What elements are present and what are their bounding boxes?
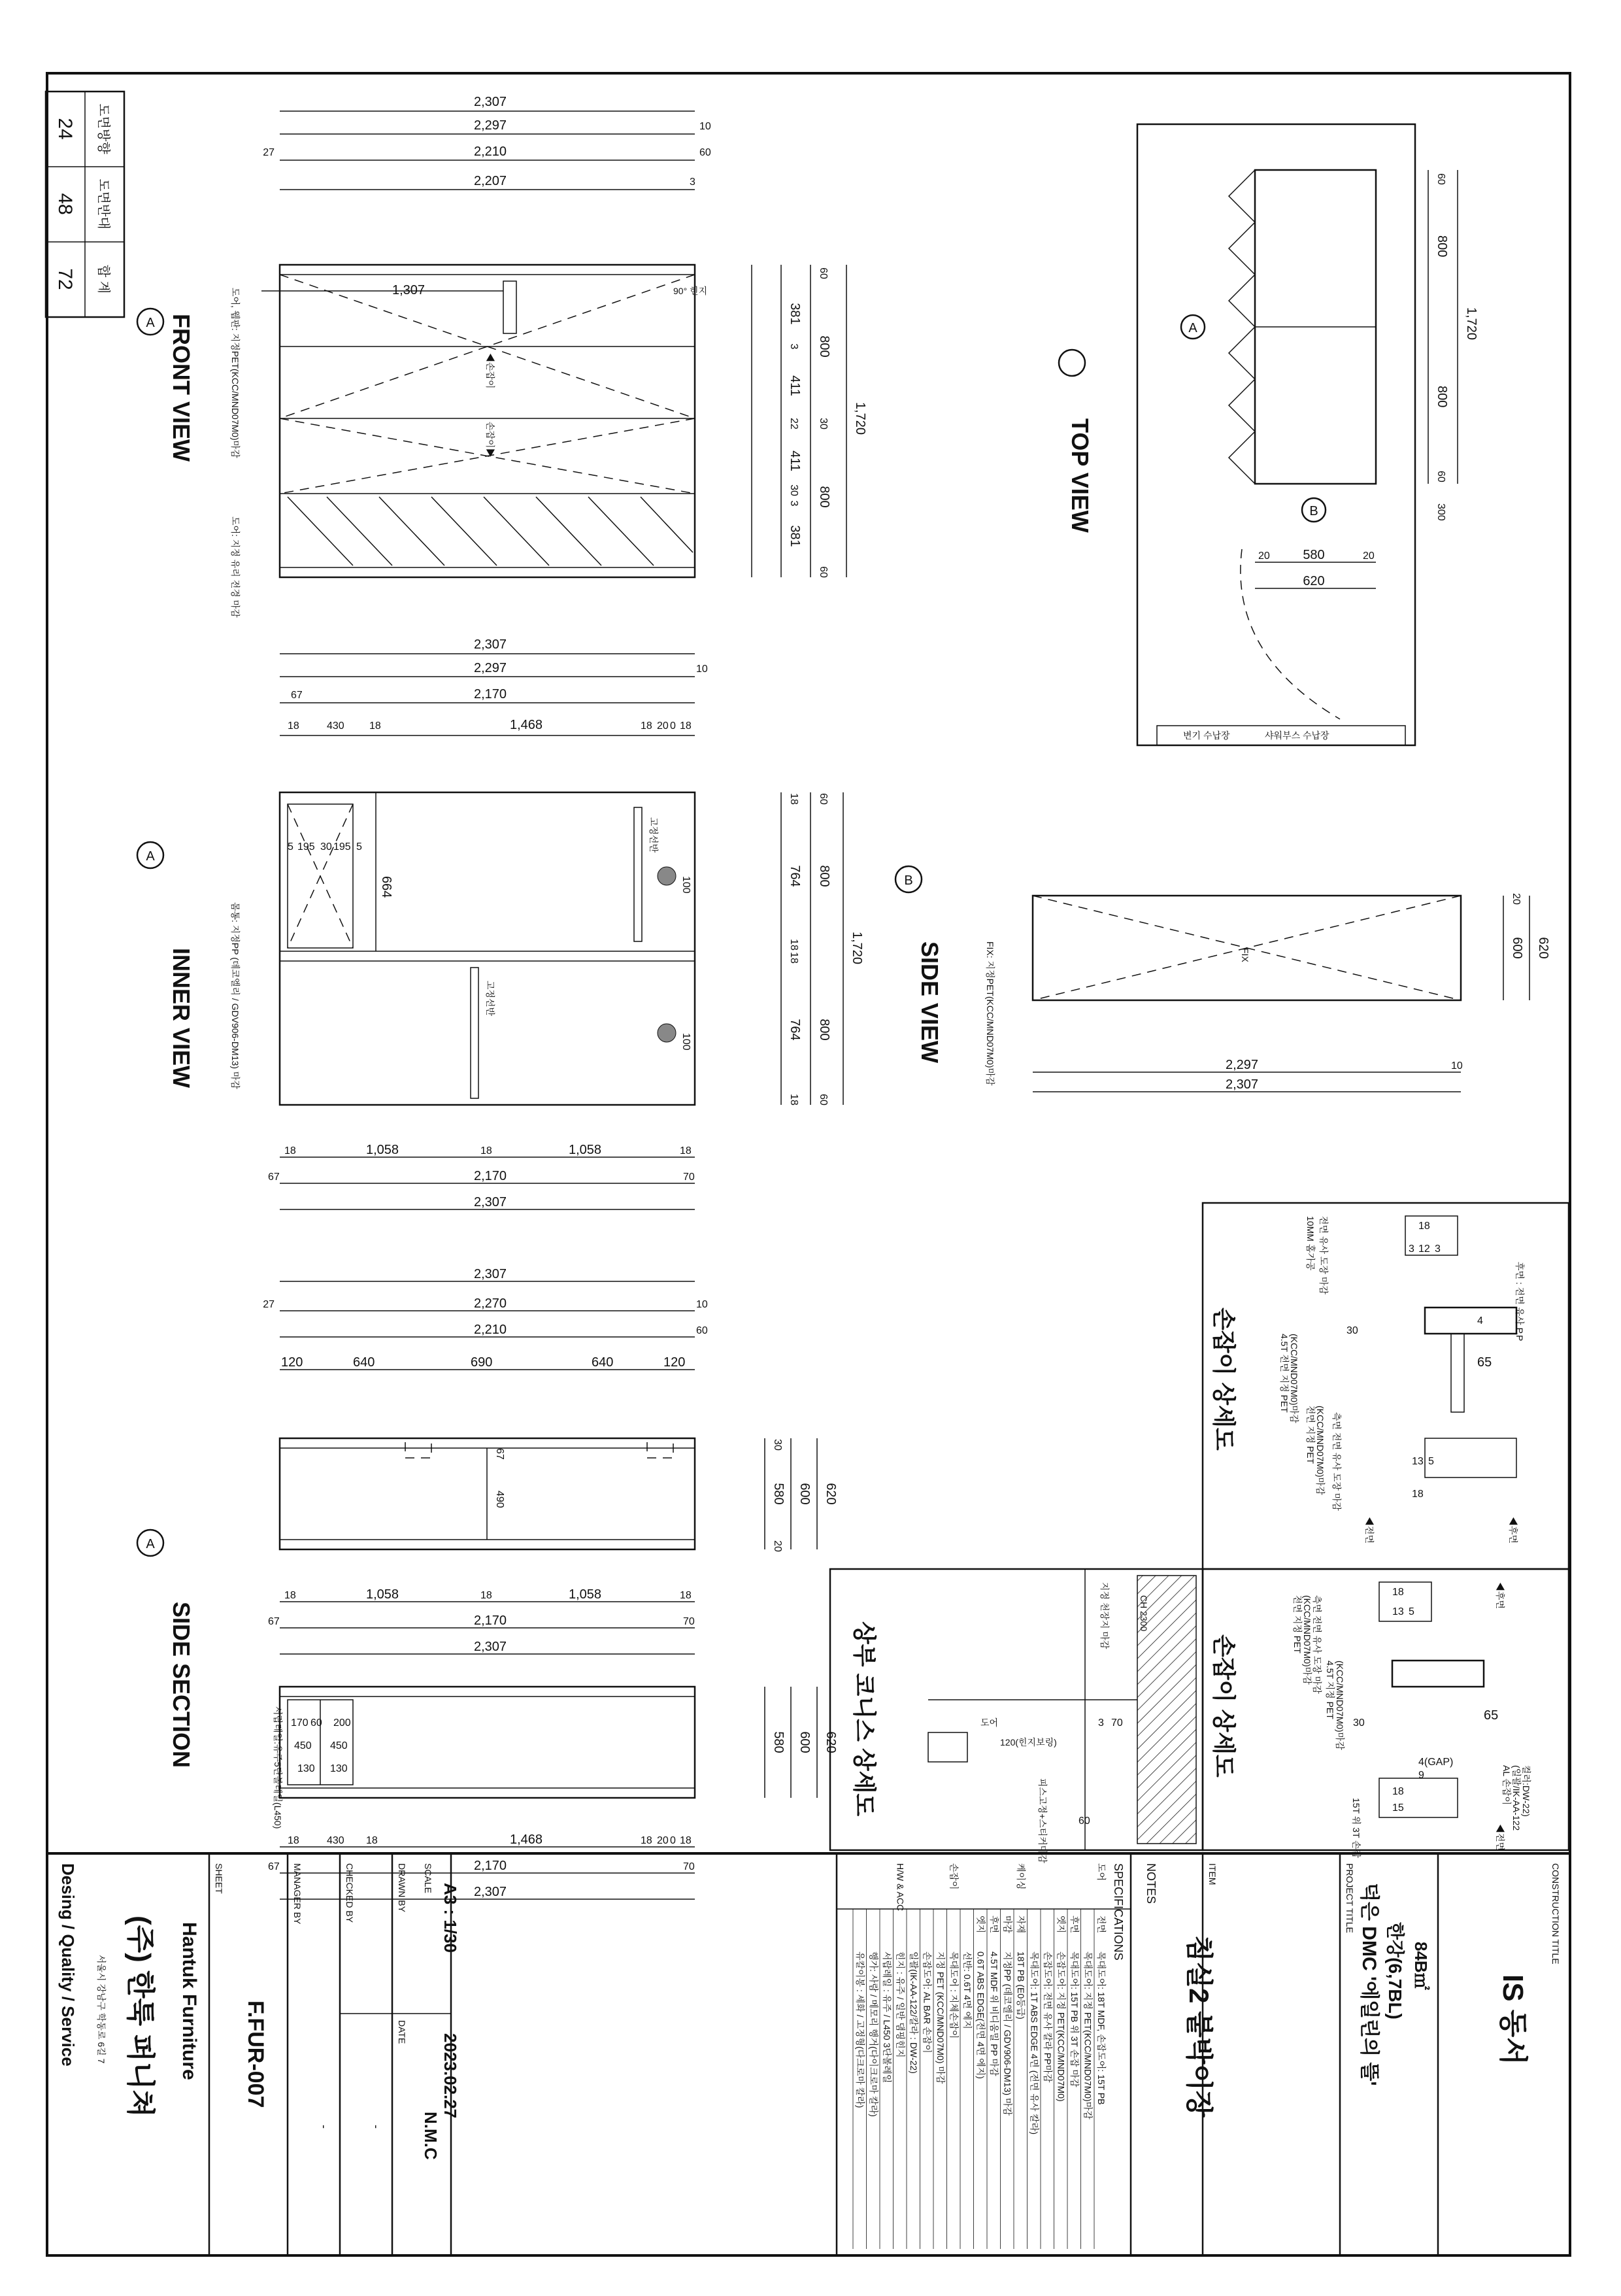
manager-label: MANAGER BY <box>292 1863 303 1925</box>
ss-bot-4: 1,468 <box>510 1832 543 1847</box>
hd2-dim-1: 18 <box>1392 1587 1404 1598</box>
ss-depth-2: 600 <box>797 1483 812 1505</box>
hd2-note-3: 측면 전면 유사 도장 마감 <box>1312 1595 1322 1694</box>
count-header-1: 도면방향 <box>96 103 110 154</box>
ss-bot-2: 430 <box>327 1835 344 1846</box>
inner-bot-5: 18 <box>680 1145 692 1156</box>
front-h-in-4: 22 <box>788 418 799 430</box>
hd1-dim-7: 30 <box>1346 1325 1358 1336</box>
ss-bot2-1: 67 <box>268 1861 280 1872</box>
hd1-note-10: ◀후면 <box>1508 1517 1518 1544</box>
spec-desc-5: 목대도어: 1T ABS EDGE 4면 (전면 유사 칼라) <box>1029 1951 1040 2135</box>
specifications-label: SPECIFICATIONS <box>1112 1863 1125 1961</box>
hd1-dim-2: 3 <box>1409 1243 1414 1255</box>
inner-handle-hole-2 <box>658 1024 676 1042</box>
front-dim-s1: 27 <box>263 147 275 158</box>
spec-part-11: 손잡이 <box>948 1863 960 1890</box>
ss-depth-4: 30 <box>772 1439 783 1451</box>
drawer-dim-4: 450 <box>294 1740 312 1751</box>
handle-detail-2-title: 손잡이 상세도 <box>1211 1634 1237 1778</box>
hd1-dim-5: 4 <box>1477 1315 1483 1326</box>
ss-mid2-3: 70 <box>683 1616 695 1627</box>
cornice-note-2: CH 2300 <box>1139 1595 1149 1632</box>
drawer-dim-3: 200 <box>333 1717 351 1729</box>
front-h-in-8: 381 <box>788 525 802 547</box>
inner-bot2-1: 67 <box>268 1172 280 1183</box>
inner-bot-3: 18 <box>480 1145 492 1156</box>
ss-depth-1: 620 <box>824 1483 838 1505</box>
spec-desc-16: 서랍레일 : 유주 / L450 3단볼레일 <box>882 1951 892 2084</box>
inner-bot2-3: 70 <box>683 1172 695 1183</box>
hd1-note-8: (KCC/MND07M0)마감 <box>1315 1406 1326 1495</box>
inner-dim-1: 2,307 <box>473 637 507 652</box>
inner-rail-1 <box>634 807 642 941</box>
spec-desc-0: 목대도어: 18T MDF, 손잡도어: 15T PB <box>1096 1951 1107 2105</box>
top-door-swing-2 <box>1229 327 1255 484</box>
ss-mid2-1: 67 <box>268 1616 280 1627</box>
count-value-3: 72 <box>54 268 76 290</box>
front-dim-s4: 3 <box>690 177 695 188</box>
item-value: 침실2 붙박이장 <box>1184 1935 1214 2118</box>
top-dim-5: 60 <box>1435 471 1446 482</box>
hd2-note-10: ◀후면 <box>1495 1582 1505 1610</box>
side-section <box>137 1267 838 1899</box>
inner-cabinet-outline <box>280 792 695 1105</box>
scale-value: A3 : 1/30 <box>441 1883 460 1953</box>
construction-title-label: CONSTRUCTION TITLE <box>1550 1863 1561 1965</box>
hd2-note-2: (KCC/MND07M0)마감 <box>1302 1595 1312 1685</box>
ss-mid-5: 18 <box>680 1590 692 1601</box>
item-label: ITEM <box>1207 1863 1218 1885</box>
side-section-title: SIDE SECTION <box>168 1602 195 1768</box>
cornice-detail <box>830 1569 1203 1863</box>
front-h-mid-2: 800 <box>817 335 831 358</box>
door-width: 1,307 <box>392 283 426 297</box>
inner-view-title: INNER VIEW <box>168 948 195 1089</box>
spec-desc-14: 일괄(IK-AA-122/칼라 : DW-22) <box>909 1951 919 2074</box>
cornice-dim-1: 3 <box>1098 1717 1104 1729</box>
drawn-value: N.M.C <box>421 2112 441 2160</box>
hd2-dim-2: 13 <box>1392 1606 1404 1617</box>
inner-in-3: 30 <box>320 841 332 853</box>
inner-right-1: 1,720 <box>850 931 864 965</box>
handle-left-label: ◀손잡이 <box>485 353 495 389</box>
ss-mid2-2: 2,170 <box>473 1613 507 1628</box>
front-glass-door-hatch <box>288 497 693 566</box>
inner-row-1: 18 <box>288 720 299 732</box>
inner-right-7: 764 <box>788 1019 802 1041</box>
ss-bot-8: 18 <box>680 1835 692 1846</box>
front-dim-3: 2,210 <box>473 144 507 159</box>
spec-desc-18: 유칼이봉 : 세화 / 고정형(다크로마 칼라) <box>855 1951 865 2108</box>
front-height-total: 1,720 <box>853 401 867 435</box>
date-label: DATE <box>397 2020 407 2044</box>
top-dim-2: 800 <box>1435 235 1449 258</box>
inner-dim-2: 2,297 <box>473 661 507 675</box>
hinge-note: 90° 힌지 <box>673 286 708 296</box>
inner-right-8: 60 <box>818 793 829 805</box>
ss-row-2: 640 <box>353 1355 375 1370</box>
inner-right-6: 18 <box>788 952 799 964</box>
inner-in-2: 195 <box>297 841 315 853</box>
ss-row-4: 640 <box>592 1355 614 1370</box>
ss-bot-3: 18 <box>366 1835 378 1846</box>
ss-row-3: 690 <box>471 1355 493 1370</box>
inner-right-11: 18 <box>788 1094 799 1106</box>
project-title: 덕은 DMC '에일린의 뜰' <box>1358 1883 1380 2086</box>
side-view-dim-2: 600 <box>1510 937 1524 959</box>
drawing-counts-table <box>46 92 124 317</box>
hd2-dim-3: 5 <box>1409 1606 1414 1617</box>
spec-sub-3: 엣지 <box>1056 1916 1067 1934</box>
front-h-in-2: 3 <box>788 343 799 350</box>
front-h-in-3: 411 <box>788 375 802 396</box>
company-name-ko: (주) 한툭 퍼니쳐 <box>124 1916 156 2118</box>
inner-handle-hole-1 <box>658 867 676 885</box>
spec-table <box>853 1863 1107 2249</box>
hd1-dim-8: 13 <box>1412 1456 1424 1467</box>
hd2-note-7: (일괄/IK-AA-122 <box>1511 1765 1522 1831</box>
hd2-dim-4: 65 <box>1484 1708 1499 1723</box>
hd1-note-1: 후면 : 전면 유사 P.P <box>1514 1262 1525 1342</box>
spec-sub-8: 후면 <box>989 1916 999 1934</box>
spec-part-0: 도어 <box>1096 1863 1107 1882</box>
spec-desc-7: 지정PP (데코엘리 / GDV906-DM13) 마감 <box>1002 1951 1013 2116</box>
spec-sub-7: 마감 <box>1002 1916 1013 1934</box>
front-h-mid-3: 30 <box>818 418 829 430</box>
inner-bot-2: 1,058 <box>366 1143 399 1157</box>
ss-dim-2: 2,270 <box>473 1296 507 1311</box>
ss-row-1: 120 <box>281 1355 303 1370</box>
ss-dim-1: 2,307 <box>473 1267 507 1281</box>
inner-bot2-2: 2,170 <box>473 1169 507 1183</box>
notes-label: NOTES <box>1145 1863 1158 1904</box>
hd2-note-6: AL 손잡이 <box>1501 1765 1512 1806</box>
hd2-dim-8: 18 <box>1392 1786 1404 1797</box>
hd2-note-1: 전면 지정 PET <box>1292 1595 1303 1654</box>
top-view <box>1059 124 1479 745</box>
ss-bot-1: 18 <box>288 1835 299 1846</box>
inner-right-10: 18 <box>788 793 799 805</box>
front-dim-s2: 10 <box>699 121 711 132</box>
front-h-in-1: 381 <box>788 303 802 325</box>
spec-desc-8: 4.5T MDF 위 비디움밀 PP 마감 <box>989 1951 999 2076</box>
spec-desc-13: 손잡도어: AL BAR 손잡이 <box>922 1951 933 2053</box>
cornice-hinge <box>928 1732 967 1762</box>
inner-dim-s2: 10 <box>696 664 708 675</box>
spec-part-15: H/W & ACC <box>895 1863 906 1912</box>
front-view <box>137 95 867 618</box>
top-bot-2: 580 <box>1303 548 1325 562</box>
checked-value: - <box>370 2125 383 2129</box>
side-view-note: FIX: 지정PET(KCC/MND07M0)마감 <box>985 941 995 1086</box>
cornice-dim-2: 70 <box>1111 1717 1123 1729</box>
company-motto: Desing / Quality / Service <box>58 1863 78 2067</box>
front-h-in-7: 3 <box>788 500 799 507</box>
hd2-note-4: 4.5T 지정 PET <box>1325 1661 1335 1719</box>
hd2-dim-6: 4(GAP) <box>1418 1757 1454 1768</box>
hd2-dim-9: 15 <box>1392 1802 1404 1814</box>
top-marker-a-label: A <box>1188 321 1197 335</box>
front-cabinet-outline <box>280 265 695 577</box>
inner-view <box>137 637 864 1209</box>
count-header-3: 합 계 <box>96 264 110 294</box>
project-area: 84B㎡ <box>1411 1942 1431 1990</box>
ss-dim-3: 2,210 <box>473 1323 507 1337</box>
hd1-dim-6: 65 <box>1477 1355 1492 1370</box>
hd2-note-9: 15T 위 3T 손잡 <box>1351 1798 1362 1859</box>
count-value-1: 24 <box>54 118 76 140</box>
hd1-note-6: 측면 전면 유사 도장 마감 <box>1331 1412 1342 1511</box>
ss-mid-3: 18 <box>480 1590 492 1601</box>
inner-marker-label: A <box>146 849 155 864</box>
spec-desc-4: 손잡도어: 전면 유사 칼라 PP마감 <box>1043 1951 1053 2083</box>
checked-label: CHECKED BY <box>344 1863 355 1923</box>
hd1-note-4: 4.5T 전면 지정 PET <box>1279 1334 1290 1413</box>
inner-bot-4: 1,058 <box>569 1143 602 1157</box>
hd1-note-9: ◀전면 <box>1364 1517 1375 1544</box>
handle-detail-1-title: 손잡이 상세도 <box>1211 1308 1237 1451</box>
front-h-mid-5: 60 <box>818 566 829 578</box>
hd1-note-3: 전면 유사 도장 마감 <box>1318 1216 1329 1294</box>
side-center-height: 490 <box>494 1491 505 1508</box>
project-title-label: PROJECT TITLE <box>1345 1863 1355 1933</box>
top-view-title: TOP VIEW <box>1067 418 1094 533</box>
hd2-dim-7: 9 <box>1418 1770 1424 1781</box>
cornice-note-5: 피스고정+스티커마감 <box>1037 1778 1048 1863</box>
ss-depth-l1: 620 <box>824 1731 838 1753</box>
ss-depth-l2: 600 <box>797 1731 812 1753</box>
front-h-in-6: 30 <box>788 484 799 496</box>
side-view-dim-1: 620 <box>1536 937 1550 959</box>
side-drawer-note: 서랍레일:유주5단볼레일(L450) <box>273 1706 283 1829</box>
inner-row-2: 430 <box>327 720 344 732</box>
top-label-1: 변기 수납장 <box>1183 730 1230 741</box>
ss-mid-1: 18 <box>284 1590 296 1601</box>
cornice-note-1: 지정 천장지 마감 <box>1099 1582 1110 1649</box>
hd1-note-2: 10MM 홈가공 <box>1305 1216 1316 1271</box>
inner-rail-label-1: 고정선반 <box>648 817 659 853</box>
top-bot-3: 20 <box>1363 550 1375 562</box>
ss-depth-l3: 580 <box>771 1731 786 1753</box>
inner-right-9: 60 <box>818 1094 829 1106</box>
front-hinge-detail <box>503 281 516 333</box>
top-dim-4: 800 <box>1435 386 1449 408</box>
inner-right-2: 800 <box>817 865 831 887</box>
inner-right-5: 18 <box>788 939 799 951</box>
hd1-dim-3: 12 <box>1418 1243 1430 1255</box>
ss-depth-3: 580 <box>771 1483 786 1505</box>
ss-row-5: 120 <box>663 1355 686 1370</box>
ss-dim-s1: 27 <box>263 1299 275 1310</box>
ss-bot3: 2,307 <box>473 1885 507 1899</box>
top-marker-b-label: B <box>1309 504 1318 518</box>
ss-bot-7: 0 <box>670 1835 676 1846</box>
inner-row-3: 18 <box>369 720 381 732</box>
inner-material-note: 몸통: 지정PP (데코엘리 / GDV906-DM13) 마감 <box>230 902 241 1089</box>
ss-mid-2: 1,058 <box>366 1587 399 1602</box>
spec-desc-10: 선반: 0.6T 4면 에지 <box>962 1951 973 2029</box>
manager-value: - <box>318 2125 331 2129</box>
side-view-bot-3: 10 <box>1451 1060 1463 1072</box>
front-h-mid-1: 60 <box>818 267 829 279</box>
count-value-2: 48 <box>54 193 76 215</box>
spec-sub-2: 후면 <box>1069 1916 1080 1934</box>
date-value: 2023.02.27 <box>441 2033 460 2119</box>
front-marker-label: A <box>146 316 155 330</box>
inner-row-4: 1,468 <box>510 718 543 732</box>
inner-bot3: 2,307 <box>473 1195 507 1209</box>
top-bot-1: 20 <box>1258 550 1270 562</box>
drawer-dim-7: 130 <box>330 1763 348 1774</box>
drawer-dim-5: 450 <box>330 1740 348 1751</box>
spec-sub-6: 자재 <box>1016 1916 1026 1934</box>
drawer-dim-6: 130 <box>297 1763 315 1774</box>
side-view-bot-1: 2,297 <box>1225 1058 1259 1072</box>
front-dim-s3: 60 <box>699 147 711 158</box>
cornice-note-4: 120(힌지보링) <box>1000 1737 1057 1747</box>
side-view-dim-3: 20 <box>1511 893 1522 905</box>
hd1-dim-10: 18 <box>1412 1489 1424 1500</box>
side-view <box>895 866 1550 1092</box>
cornice-note-3: 도어 <box>980 1717 999 1728</box>
inner-row-7: 0 <box>670 720 676 732</box>
top-wall-outline <box>1137 124 1415 745</box>
handle-detail-1 <box>1203 1203 1569 1569</box>
spec-desc-9: 0.6T ABS EDGE(전면 4면 에지) <box>975 1951 986 2079</box>
top-label-2: 샤워부스 수납장 <box>1265 730 1329 741</box>
top-bot-4: 620 <box>1303 574 1325 588</box>
inner-in-5: 5 <box>356 841 362 853</box>
front-door-note-2: 도어: 지정 유리 전경 마감 <box>230 516 241 618</box>
ss-mid-4: 1,058 <box>569 1587 602 1602</box>
title-block <box>47 1853 1570 2255</box>
top-view-marker <box>1059 350 1085 376</box>
hd1-dim-9: 5 <box>1428 1456 1434 1467</box>
ss-bot-5: 18 <box>641 1835 652 1846</box>
front-dim-1: 2,307 <box>473 95 507 109</box>
spec-desc-12: 지정 PET (KCC/MND07M0) 마감 <box>935 1951 946 2084</box>
hd1-note-7: 전면 지정 PET <box>1305 1406 1316 1464</box>
spec-desc-11: 목대도어 : 지체손잡이 <box>948 1951 960 2039</box>
top-dim-6: 300 <box>1435 503 1446 521</box>
cornice-dim-3: 60 <box>1078 1815 1090 1827</box>
inner-bot-1: 18 <box>284 1145 296 1156</box>
side-view-bot-2: 2,307 <box>1225 1077 1259 1092</box>
spec-desc-2: 목대도어: 15T PB 위 3T 손잡 마감 <box>1069 1951 1080 2087</box>
front-h-in-5: 411 <box>788 450 802 471</box>
construction-title: IS 동서 <box>1497 1974 1529 2065</box>
hd2-note-11: ◀전면 <box>1495 1824 1505 1851</box>
company-name-en: Hantuk Furniture <box>178 1922 200 2080</box>
company-address: 서울시 강남구 학동로 6길 7 <box>96 1955 107 2064</box>
spec-sub-9: 엣지 <box>975 1916 986 1934</box>
ss-depth-5: 20 <box>772 1540 783 1552</box>
front-door-note-1: 도어, 웹판: 지정PET(KCC/MND07M0)마감 <box>230 288 241 458</box>
handle-right-label: 손잡이▶ <box>485 422 495 458</box>
drawn-label: DRAWN BY <box>397 1863 407 1912</box>
inner-dim-3: 2,170 <box>473 687 507 701</box>
inner-row-5: 18 <box>641 720 652 732</box>
cornice-title: 상부 코니스 상세도 <box>851 1621 878 1817</box>
inner-row-8: 18 <box>680 720 692 732</box>
spec-desc-3: 손잡도어: 지정 PET(KCC/MND07M0) <box>1056 1951 1067 2102</box>
side-section-marker-label: A <box>146 1537 155 1551</box>
drawer-dim-1: 170 <box>291 1717 309 1729</box>
hd1-note-5: (KCC/MND07M0)마감 <box>1289 1334 1299 1423</box>
inner-dim-s1: 67 <box>291 690 303 701</box>
side-view-marker-label: B <box>904 873 913 888</box>
spec-sub-0: 전면 <box>1096 1916 1107 1934</box>
inner-shelf-height: 664 <box>379 876 393 898</box>
sheet-border <box>47 73 1570 2255</box>
inner-hole-label-2: 100 <box>680 1033 692 1051</box>
ss-dim-s2: 10 <box>696 1299 708 1310</box>
spec-desc-6: 18T PB (E0등급) <box>1016 1951 1026 2019</box>
side-gap: 67 <box>494 1448 505 1460</box>
spec-part-6: 케이싱 <box>1016 1863 1026 1890</box>
scale-label: SCALE <box>423 1863 433 1893</box>
sheet-number: F.FUR-007 <box>243 2001 268 2108</box>
top-dim-3: 1,720 <box>1464 307 1479 341</box>
front-h-mid-4: 800 <box>817 486 831 508</box>
spec-desc-15: 힌지 : 유주 / 일반 댐핑힌지 <box>895 1951 906 2058</box>
hd2-dim-5: 30 <box>1353 1717 1365 1729</box>
hd1-dim-4: 3 <box>1435 1243 1441 1255</box>
inner-in-4: 195 <box>333 841 351 853</box>
hd2-note-5: (KCC/MND07M0)마감 <box>1335 1661 1345 1750</box>
side-view-fix: FIX <box>1240 948 1250 962</box>
inner-in-1: 5 <box>288 841 293 853</box>
drawer-dim-2: 60 <box>310 1717 322 1729</box>
inner-row-6: 20 <box>657 720 669 732</box>
top-door-swing-1 <box>1229 170 1255 327</box>
hd2-note-8: 컬러:DW-22) <box>1521 1765 1531 1817</box>
top-dim-1: 60 <box>1435 173 1446 185</box>
front-dim-4: 2,207 <box>473 174 507 188</box>
inner-rail-label-2: 고정선반 <box>485 981 495 1017</box>
hd1-dim-1: 18 <box>1418 1221 1430 1232</box>
inner-right-4: 764 <box>788 865 802 887</box>
inner-rail-2 <box>471 968 478 1098</box>
top-door-arc <box>1241 549 1340 719</box>
ss-mid3: 2,307 <box>473 1640 507 1654</box>
inner-hole-label-1: 100 <box>680 876 692 894</box>
handle-detail-2 <box>1203 1569 1569 1859</box>
ss-dim-s3: 60 <box>696 1325 708 1336</box>
side-view-title: SIDE VIEW <box>916 941 943 1064</box>
count-header-2: 도면반대 <box>96 178 110 229</box>
sheet-label: SHEET <box>214 1863 224 1894</box>
ss-bot2-3: 70 <box>683 1861 695 1872</box>
inner-right-3: 800 <box>817 1019 831 1041</box>
spec-desc-17: 행가: 사람 / 메모리 행거(다이크로마 칼라) <box>868 1951 879 2117</box>
front-view-title: FRONT VIEW <box>168 314 195 462</box>
front-dim-2: 2,297 <box>473 118 507 133</box>
ss-bot2-2: 2,170 <box>473 1859 507 1873</box>
spec-desc-1: 목대도어: 지정 PET(KCC/MND07M0)마감 <box>1082 1951 1094 2119</box>
ss-bot-6: 20 <box>657 1835 669 1846</box>
project-subtitle: 한강(6,7BL) <box>1385 1922 1405 2019</box>
